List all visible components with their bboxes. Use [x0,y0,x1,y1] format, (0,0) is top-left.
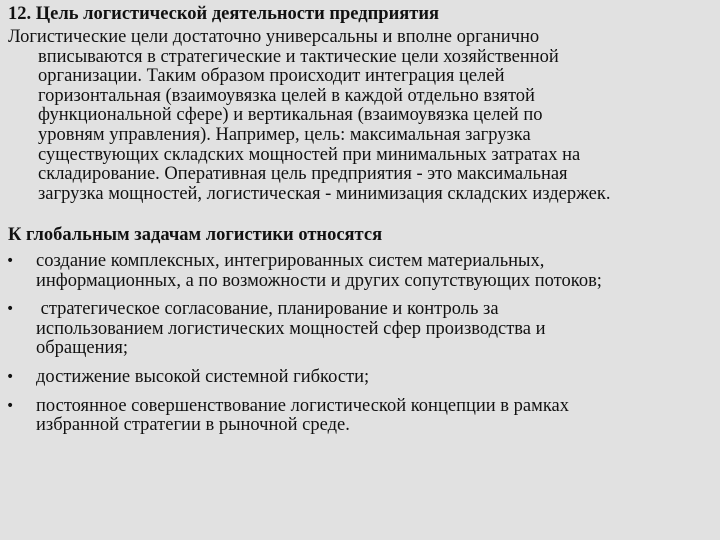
list-item-text [0,252,720,291]
list-item-text [0,300,720,359]
list-item-line: использованием логистических мощностей сфер производства и [36,318,546,339]
list-item [0,300,720,359]
intro-paragraph [8,28,720,204]
paragraph-line: вписываются в стратегические и тактические цели хозяйственной [38,46,559,67]
paragraph-line: загрузка мощностей, логистическая - минимизация складских издержек. [38,183,611,204]
list-item [0,397,720,436]
list-item-line: создание комплексных, интегрированных систем материальных, [36,251,545,271]
bullet-icon: • [6,397,15,414]
list-item-line: обращения; [36,338,129,359]
paragraph-line: существующих складских мощностей при минимальных затратах на [38,144,581,165]
paragraph-line: Логистические цели достаточно универсальны и вполне органично [8,27,540,47]
list-item [0,368,720,388]
list-item-line: информационных, а по возможности и других сопутствующих потоков; [36,270,602,291]
paragraph-line: организации. Таким образом происходит интеграция целей [38,66,505,87]
section-subheading: К глобальным задачам логистики относятся [8,225,383,245]
list-item-line: достижение высокой системной гибкости; [36,366,370,387]
list-item-line: избранной стратегии в рыночной среде. [36,415,350,436]
paragraph-line: уровням управления). Например, цель: максимальная загрузка [38,124,531,145]
paragraph-line: функциональной сфере) и вертикальная (взаимоувязка целей по [38,105,543,126]
paragraph-line: складирование. Оперативная цель предприятия - это максимальная [38,164,568,185]
paragraph-line: горизонтальная (взаимоувязка целей в каждой отдельно взятой [38,85,535,106]
slide-title: 12. Цель логистической деятельности предприятия [8,4,439,24]
list-item-line: постоянное совершенствование логистической концепции в рамках [36,395,569,416]
list-item-line: стратегическое согласование, планирование и контроль за [36,299,499,320]
list-item [0,252,720,291]
bullet-icon: • [6,368,15,385]
list-item-text [0,368,720,388]
task-bullet-list [0,252,720,445]
list-item-text [0,397,720,436]
bullet-icon: • [6,301,15,318]
bullet-icon: • [6,253,15,269]
